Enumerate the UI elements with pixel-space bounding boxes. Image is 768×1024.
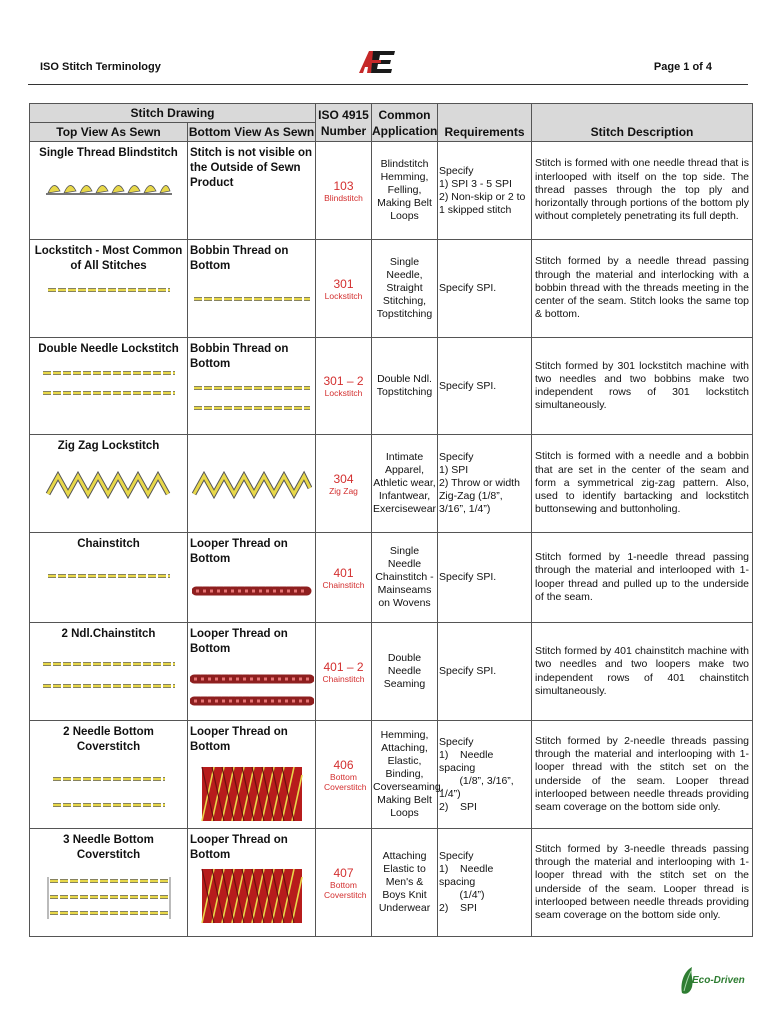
bottom-view-title (188, 435, 315, 439)
requirements-cell: Specify 1) Needle spacing (1/4”) 2) SPI (438, 829, 532, 937)
requirements-cell: Specify SPI. (438, 240, 532, 338)
requirements-cell: Specify 1) Needle spacing (1/8”, 3/16”, 1/4”) 2) SPI (438, 721, 532, 829)
iso-number: 301 (333, 276, 354, 291)
coverstitch-406-bottom-drawing (200, 763, 304, 825)
iso-subtitle: Zig Zag (329, 485, 358, 496)
application-cell: Single Needle, Straight Stitching, Topstitching (372, 240, 438, 338)
iso-number: 301 – 2 (323, 374, 364, 388)
top-view-cell (30, 721, 188, 829)
bottom-view-title: Stitch is not visible on the Outside of Sewn Product (190, 147, 313, 189)
iso-number: 304 (333, 471, 354, 486)
eco-driven-text: Eco-Driven (692, 975, 745, 986)
description-header: Stitch Description (532, 104, 753, 142)
iso-cell (316, 142, 372, 240)
application-header (372, 104, 438, 142)
bottom-view-cell (188, 829, 316, 937)
iso-subtitle: Blindstitch (324, 192, 363, 203)
application-cell: Hemming, Attaching, Elastic, Binding, Coverseaming, Making Belt Loops (372, 721, 438, 829)
application-header-line1: Common (378, 107, 431, 122)
bottom-view-title: Bobbin Thread on Bottom (190, 245, 289, 272)
iso-cell (316, 533, 372, 623)
coverstitch-407-top-drawing (44, 869, 174, 925)
bottom-view-cell (188, 338, 316, 435)
iso-cell (316, 240, 372, 338)
bottom-view-cell (188, 533, 316, 623)
iso-header (316, 104, 372, 142)
coverstitch-406-top-drawing (49, 769, 169, 813)
bottom-view-title: Looper Thread on Bottom (190, 834, 288, 861)
application-cell: Intimate Apparel, Athletic wear, Infantwear, Exercisewear (372, 435, 438, 533)
table-row (30, 533, 753, 623)
table-row (30, 829, 753, 937)
top-view-title: 3 Needle Bottom Coverstitch (63, 834, 154, 861)
requirements-cell: Specify SPI. (438, 623, 532, 721)
iso-number: 407 (333, 865, 354, 880)
top-view-cell (30, 533, 188, 623)
double-lockstitch-top-drawing (39, 363, 179, 403)
bottom-view-title: Looper Thread on Bottom (190, 726, 288, 753)
double-chainstitch-bottom-drawing (190, 669, 314, 713)
top-view-cell (30, 435, 188, 533)
table-row (30, 721, 753, 829)
requirements-cell: Specify 1) SPI 3 - 5 SPI 2) Non-skip or 2 to 1 skipped stitch (438, 142, 532, 240)
application-cell: Double Ndl. Topstitching (372, 338, 438, 435)
description-cell: Stitch formed by 3-needle threads passing through the material and interlooping with 1-looper thread with the stitch set on the underside of the seam. Looper thread is interlooped between needle threads providing seam coverage on the bottom side only. (532, 829, 753, 937)
page-number: Page 1 of 4 (653, 61, 712, 73)
iso-cell (316, 829, 372, 937)
table-row (30, 623, 753, 721)
bottom-view-cell (188, 623, 316, 721)
iso-subtitle: Chainstitch (322, 579, 365, 590)
top-view-title: 2 Needle Bottom Coverstitch (63, 726, 154, 753)
top-view-cell (30, 829, 188, 937)
lockstitch-bottom-drawing (192, 289, 312, 309)
bottom-view-cell (188, 435, 316, 533)
bottom-view-cell (188, 142, 316, 240)
description-cell: Stitch formed by a needle thread passing through the material and interlocking with a bobbin thread with the threads meeting in the center of the seam. Stitch looks the same top & bottom. (532, 240, 753, 338)
description-cell: Stitch formed by 2-needle threads passing through the material and interlooping with 1-looper thread with the stitch set on the underside of the seam. Looper thread interlooped between needle threads providing seam coverage on the bottom side only. (532, 721, 753, 829)
iso-subtitle: Lockstitch (324, 388, 363, 398)
chainstitch-top-drawing (44, 566, 174, 586)
iso-cell (316, 435, 372, 533)
double-lockstitch-bottom-drawing (192, 378, 312, 418)
iso-cell (316, 721, 372, 829)
blindstitch-drawing (44, 167, 174, 201)
iso-number: 401 – 2 (323, 659, 364, 674)
top-view-header: Top View As Sewn (30, 123, 188, 142)
table-row (30, 142, 753, 240)
iso-subtitle: Chainstitch (322, 673, 365, 684)
application-cell: Attaching Elastic to Men's & Boys Knit Underwear (372, 829, 438, 937)
zigzag-bottom-drawing (192, 470, 312, 500)
chainstitch-bottom-drawing (192, 579, 312, 603)
iso-subtitle: Bottom Coverstitch (324, 771, 367, 792)
top-view-cell (30, 142, 188, 240)
description-cell: Stitch formed by 401 chainstitch machine with two needles and two loopers make two independent rows of 401 chainstitch simultaneously. (532, 623, 753, 721)
table-row (30, 338, 753, 435)
iso-header-line2: Number (320, 123, 367, 138)
iso-cell (316, 623, 372, 721)
description-cell: Stitch formed by 1-needle thread passing through the material and interlooped with 1-looper thread and pulled up to the underside of the seam. (532, 533, 753, 623)
top-view-title: Single Thread Blindstitch (39, 147, 178, 159)
double-chainstitch-top-drawing (39, 654, 179, 698)
top-view-cell (30, 240, 188, 338)
iso-subtitle: Bottom Coverstitch (324, 879, 367, 900)
requirements-cell: Specify 1) SPI 2) Throw or width Zig-Zag (1/8”, 3/16”, 1/4”) (438, 435, 532, 533)
description-cell: Stitch is formed with one needle thread that is interlooped with itself on the top side. The thread passes through the top ply and horizontally through portions of the bottom ply without completely penetrating its full depth. (532, 142, 753, 240)
iso-cell (316, 338, 372, 435)
iso-number: 401 (333, 565, 354, 580)
top-view-title: Lockstitch - Most Common of All Stitches (34, 245, 183, 272)
bottom-view-title: Looper Thread on Bottom (190, 538, 288, 565)
zigzag-top-drawing (44, 470, 174, 500)
stitch-table (29, 103, 753, 937)
description-cell: Stitch is formed with a needle and a bobbin that are set in the center of the seam and form a symmetrical zig-zag pattern. Also, used to identify bartacking and lockstitch buttonsewing and buttonholing. (532, 435, 753, 533)
table-row (30, 435, 753, 533)
table-row (30, 240, 753, 338)
header-divider (28, 84, 748, 85)
top-view-title: Zig Zag Lockstitch (57, 440, 160, 452)
application-header-line2: Application (372, 123, 438, 138)
top-view-cell (30, 623, 188, 721)
iso-number: 406 (333, 757, 354, 772)
requirements-cell: Specify SPI. (438, 533, 532, 623)
stitch-drawing-header: Stitch Drawing (30, 104, 316, 123)
iso-number: 103 (333, 178, 354, 193)
header-row-1 (30, 104, 753, 123)
iso-header-line1: ISO 4915 (318, 107, 369, 122)
requirements-cell: Specify SPI. (438, 338, 532, 435)
document-title: ISO Stitch Terminology (40, 61, 161, 73)
ae-logo (357, 50, 397, 74)
top-view-title: 2 Ndl.Chainstitch (61, 628, 156, 640)
bottom-view-title: Looper Thread on Bottom (190, 628, 288, 655)
bottom-view-cell (188, 240, 316, 338)
application-cell: Blindstitch Hemming, Felling, Making Belt Loops (372, 142, 438, 240)
coverstitch-407-bottom-drawing (200, 867, 304, 927)
top-view-cell (30, 338, 188, 435)
description-cell: Stitch formed by 301 lockstitch machine with two needles and two bobbins make two independent rows of 301 lockstitch simultaneously. (532, 338, 753, 435)
bottom-view-title: Bobbin Thread on Bottom (190, 343, 289, 370)
bottom-view-cell (188, 721, 316, 829)
bottom-view-header: Bottom View As Sewn (188, 123, 316, 142)
application-cell: Double Needle Seaming (372, 623, 438, 721)
requirements-header: Requirements (438, 104, 532, 142)
lockstitch-top-drawing (44, 280, 174, 300)
iso-subtitle: Lockstitch (324, 290, 363, 301)
top-view-title: Chainstitch (77, 538, 140, 550)
application-cell: Single Needle Chainstitch - Mainseams on Wovens (372, 533, 438, 623)
top-view-title: Double Needle Lockstitch (38, 343, 179, 355)
